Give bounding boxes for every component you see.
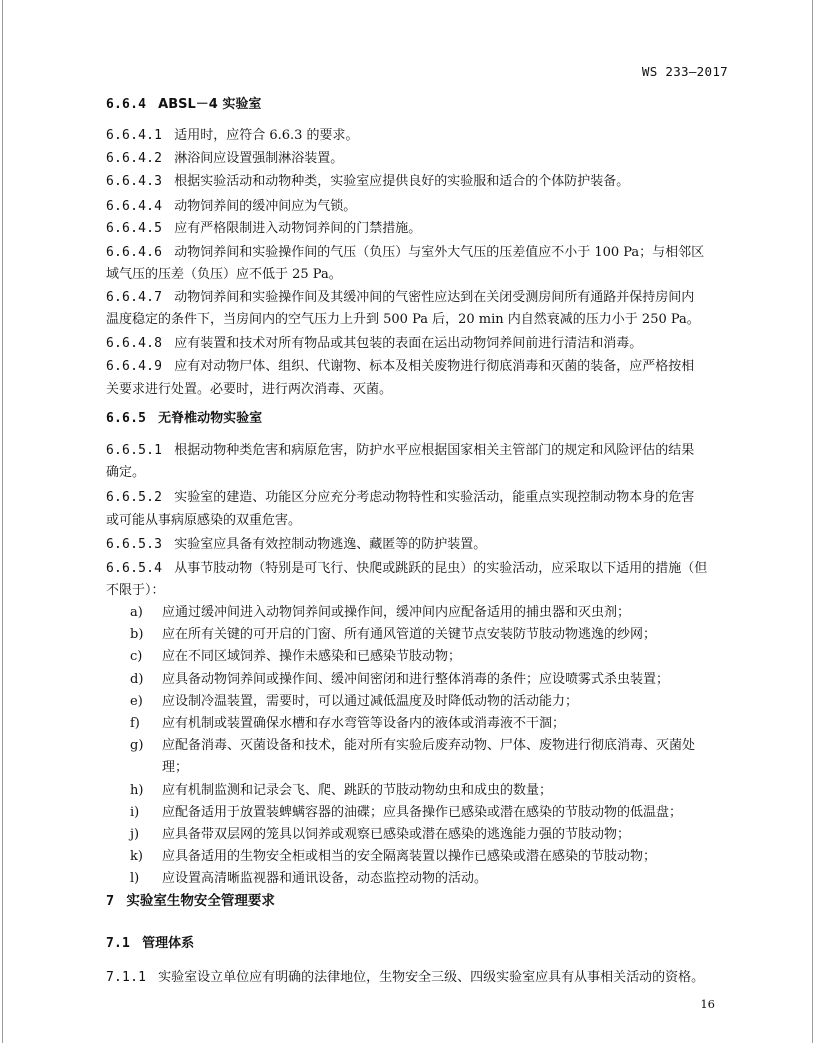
list-item [130, 868, 734, 890]
clause-number: 6.6.4.1 [106, 128, 163, 143]
section-number: 6.6.5 [106, 411, 147, 426]
section-number: 6.6.4 [106, 97, 147, 112]
clause-number: 6.6.4.7 [106, 290, 163, 305]
clause-text: 根据实验活动和动物种类，实验室应提供良好的实验服和适合的个体防护装备。 [174, 174, 630, 189]
document-header: WS 233—2017 [641, 64, 728, 79]
list-item [130, 757, 734, 779]
list-item-label: d) [130, 671, 144, 687]
list-item [130, 735, 734, 757]
clause-text: 温度稳定的条件下，当房间内的空气压力上升到 500 Pa 后，20 min 内自然衰减的压力小于 250 Pa。 [106, 312, 700, 327]
subsection-number: 7.1 [106, 936, 131, 951]
clause [106, 125, 734, 147]
clause [106, 242, 734, 264]
list-item-text: 应在所有关键的可开启的门窗、所有通风管道的关键节点安装防节肢动物逃逸的纱网； [162, 627, 657, 643]
list-item-text: 应在不同区域饲养、操作未感染和已感染节肢动物； [162, 649, 462, 665]
section-heading [106, 408, 734, 430]
list-item-label: f) [130, 716, 140, 731]
chapter-title: 实验室生物安全管理要求 [126, 893, 275, 909]
clause-text: 关要求进行处置。必要时，进行两次消毒、灭菌。 [106, 382, 393, 397]
list-item-label: i) [130, 804, 140, 820]
clause-text: 不限于）： [106, 583, 165, 598]
clause [106, 333, 734, 355]
chapter-number: 7 [106, 893, 115, 909]
list-item-label: e) [130, 693, 143, 709]
clause-number: 6.6.5.4 [106, 561, 163, 576]
clause-number: 6.6.4.3 [106, 174, 163, 189]
clause [106, 287, 734, 309]
clause-number: 6.6.4.4 [106, 199, 163, 214]
list-item-label: k) [130, 849, 143, 865]
list-item [130, 646, 734, 668]
page-edge-left [2, 0, 3, 1043]
clause-number: 6.6.4.8 [106, 336, 163, 351]
section-title: 无脊椎动物实验室 [158, 411, 263, 426]
list-item-text: 应有机制或装置确保水槽和存水弯管等设备内的液体或消毒液不干涸； [162, 716, 566, 731]
clause-number: 6.6.5.1 [106, 443, 163, 458]
list-item [130, 602, 734, 624]
clause-text: 实验室应具备有效控制动物逃逸、藏匿等的防护装置。 [174, 537, 487, 552]
clause-text: 从事节肢动物（特别是可飞行、快爬或跳跃的昆虫）的实验活动，应采取以下适用的措施（但 [174, 561, 708, 576]
list-item [130, 846, 734, 868]
list-item-label: l) [130, 871, 140, 887]
clause-number: 6.6.4.6 [106, 245, 163, 260]
clause-7-1-1 [106, 967, 734, 989]
section-heading [106, 94, 734, 116]
chapter-heading [106, 890, 734, 912]
clause-continuation [106, 309, 734, 331]
list-item-text: 应通过缓冲间进入动物饲养间或操作间，缓冲间内应配备适用的捕虫器和灭虫剂； [162, 605, 631, 620]
clause-continuation [106, 379, 734, 401]
clause [106, 487, 734, 509]
clause [106, 534, 734, 556]
clause-number: 6.6.5.2 [106, 490, 163, 505]
clause [106, 558, 734, 580]
list-item-label: c) [130, 649, 143, 665]
clause [106, 148, 734, 170]
clause-text: 或可能从事病原感染的双重危害。 [106, 513, 302, 528]
clause [106, 171, 734, 193]
list-item [130, 802, 734, 824]
subsection-title: 管理体系 [142, 936, 195, 951]
list-item [130, 780, 734, 802]
list-item-text: 应设制冷温装置，需要时，可以通过减低温度及时降低动物的活动能力； [162, 693, 579, 709]
clause-number: 6.6.4.9 [106, 359, 163, 374]
clause-text: 动物饲养间和实验操作间的气压（负压）与室外大气压的压差值应不小于 100 Pa；与相邻区 [174, 245, 705, 260]
clause-text: 淋浴间应设置强制淋浴装置。 [174, 151, 344, 166]
clause-number: 6.6.4.2 [106, 151, 163, 166]
clause-number: 7.1.1 [106, 970, 147, 985]
page-edge-right [812, 0, 813, 1043]
list-item-label: j) [130, 827, 140, 842]
clause-text: 动物饲养间的缓冲间应为气锁。 [174, 199, 357, 214]
clause [106, 196, 734, 218]
clause-text: 实验室设立单位应有明确的法律地位，生物安全三级、四级实验室应具有从事相关活动的资格。 [158, 970, 705, 985]
list-item [130, 669, 734, 691]
clause-continuation [106, 510, 734, 532]
list-item-label: a) [130, 605, 143, 620]
list-item-text: 应具备带双层网的笼具以饲养或观察已感染或潜在感染的逃逸能力强的节肢动物； [162, 827, 631, 842]
list-item-text: 应设置高清晰监视器和通讯设备，动态监控动物的活动。 [162, 871, 488, 887]
list-item [130, 713, 734, 735]
clause-number: 6.6.4.5 [106, 221, 163, 236]
clause-continuation [106, 580, 734, 602]
section-title: ABSL－4 实验室 [158, 97, 262, 112]
clause-text: 根据动物种类危害和病原危害，防护水平应根据国家相关主管部门的规定和风险评估的结果 [174, 443, 695, 458]
clause-continuation [106, 264, 734, 286]
clause-text: 适用时，应符合 6.6.3 的要求。 [174, 128, 359, 143]
list-item-text: 应配备消毒、灭菌设备和技术，能对所有实验后废弃动物、尸体、废物进行彻底消毒、灭菌处 [162, 738, 696, 754]
clause-text: 应有对动物尸体、组织、代谢物、标本及相关废物进行彻底消毒和灭菌的装备，应严格按相 [174, 359, 695, 374]
clause-text: 应有严格限制进入动物饲养间的门禁措施。 [174, 221, 422, 236]
list-item-label: b) [130, 627, 144, 643]
list-item-label: h) [130, 782, 144, 798]
clause-text: 域气压的压差（负压）应不低于 25 Pa。 [106, 267, 342, 282]
clause-text: 确定。 [106, 465, 146, 480]
clause-text: 动物饲养间和实验操作间及其缓冲间的气密性应达到在关闭受测房间所有通路并保持房间内 [174, 290, 695, 305]
list-item-text: 应具备动物饲养间或操作间、缓冲间密闭和进行整体消毒的条件；应设喷雾式杀虫装置； [162, 671, 670, 687]
page-number: 16 [700, 997, 715, 1011]
clause [106, 440, 734, 462]
clause-text: 应有装置和技术对所有物品或其包装的表面在运出动物饲养间前进行清洁和消毒。 [174, 336, 643, 351]
list-item [130, 624, 734, 646]
list-item-text: 应有机制监测和记录会飞、爬、跳跃的节肢动物幼虫和成虫的数量； [162, 782, 553, 798]
list-item [130, 824, 734, 846]
list-item-text: 应配备适用于放置装蜱螨容器的油碟；应具备操作已感染或潜在感染的节肢动物的低温盘； [162, 804, 683, 820]
clause [106, 218, 734, 240]
clause-continuation [106, 462, 734, 484]
clause [106, 356, 734, 378]
clause-text: 实验室的建造、功能区分应充分考虑动物特性和实验活动，能重点实现控制动物本身的危害 [174, 490, 695, 505]
list-item-label: g) [130, 738, 144, 754]
list-item-text: 理； [162, 760, 189, 776]
list-item [130, 691, 734, 713]
list-item-text: 应具备适用的生物安全柜或相当的安全隔离装置以操作已感染或潜在感染的节肢动物； [162, 849, 657, 865]
clause-number: 6.6.5.3 [106, 537, 163, 552]
subsection-heading [106, 933, 734, 955]
